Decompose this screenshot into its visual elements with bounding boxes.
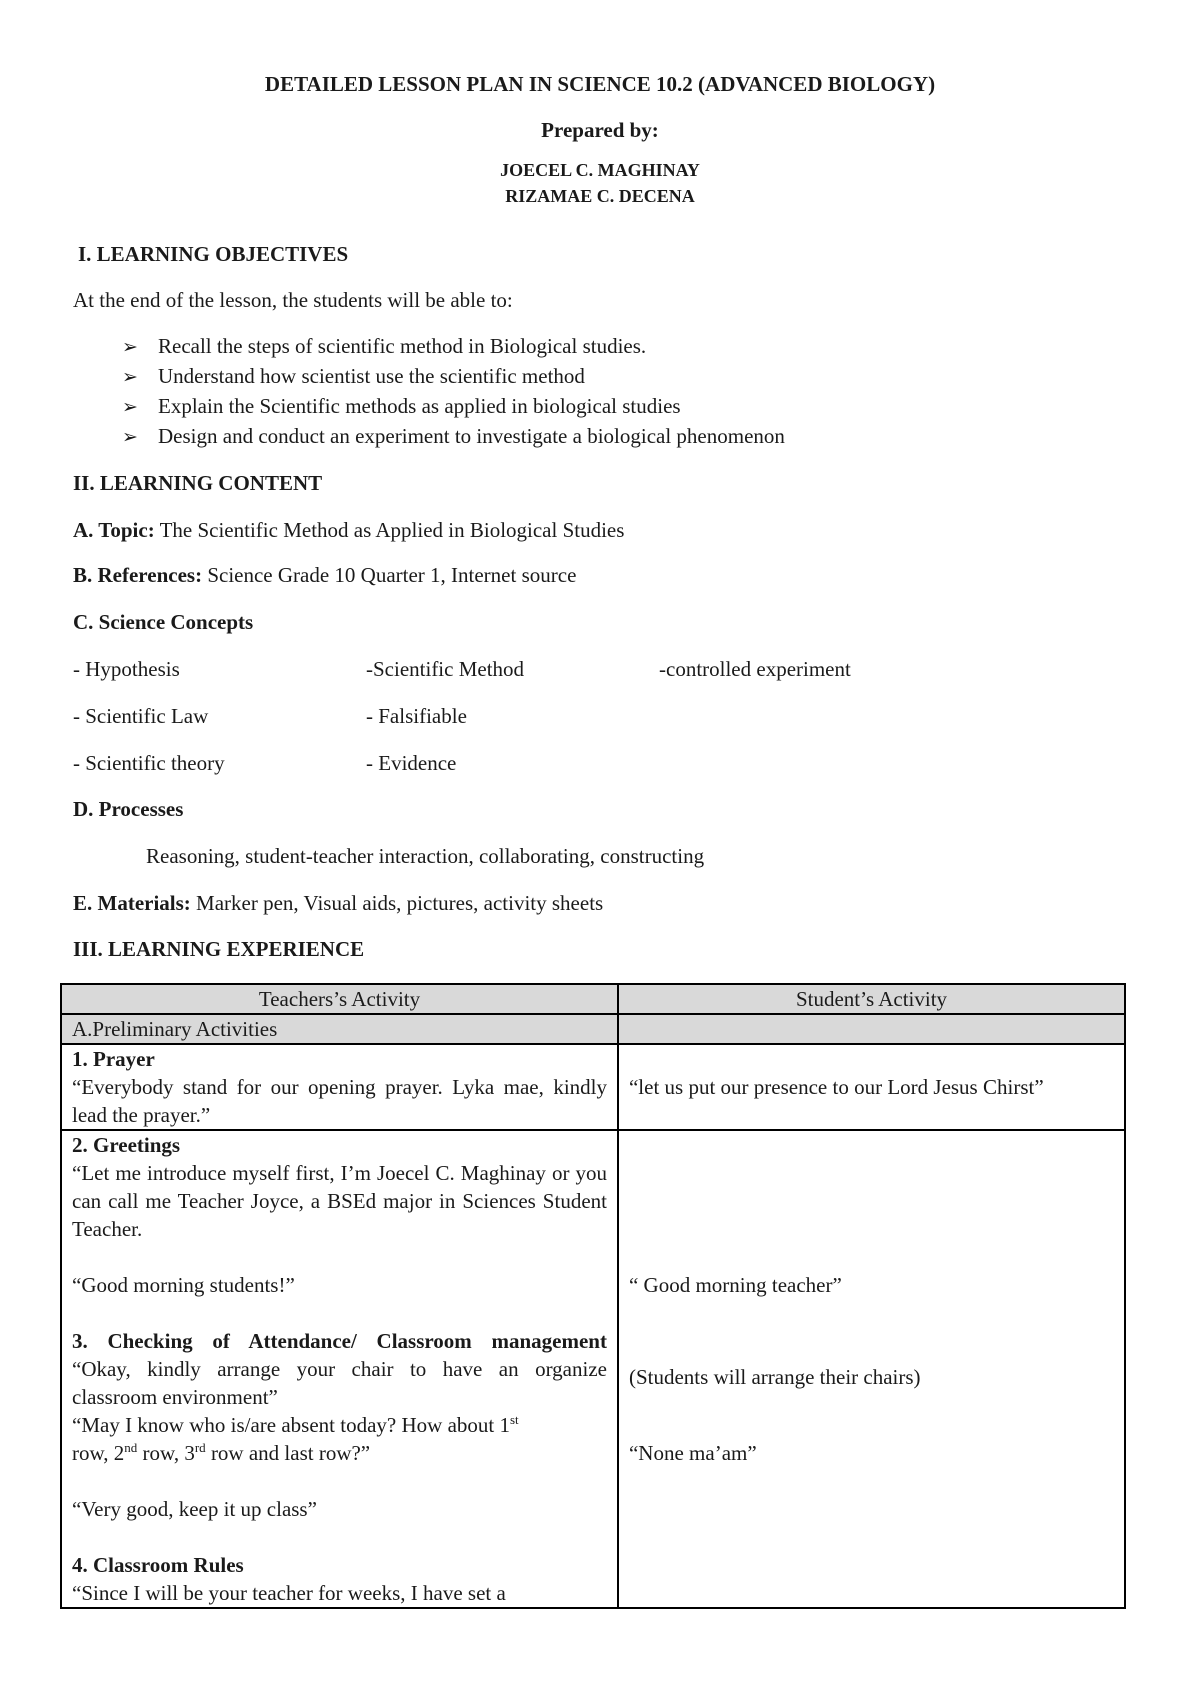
objective-text: Recall the steps of scientific method in Biological studies. <box>158 334 647 358</box>
greetings-title: 2. Greetings <box>72 1133 181 1157</box>
objective-item <box>122 334 646 359</box>
praise-teacher-text: “Very good, keep it up class” <box>72 1497 317 1521</box>
topic-line <box>73 518 624 543</box>
rules-teacher-text: “Since I will be your teacher for weeks, I have set a <box>72 1581 506 1605</box>
document-title: DETAILED LESSON PLAN IN SCIENCE 10.2 (ADVANCED BIOLOGY) <box>264 72 936 96</box>
author-name-2: RIZAMAE C. DECENA <box>505 186 695 206</box>
greetings-teacher-cell <box>61 1130 618 1608</box>
prayer-student-cell <box>618 1044 1125 1130</box>
concept-item: - Scientific Law <box>73 704 209 728</box>
concepts-label: C. Science Concepts <box>73 610 254 634</box>
absent-student-text: “None ma’am” <box>628 1441 757 1465</box>
prepared-by-label: Prepared by: <box>541 118 659 142</box>
arrow-bullet-icon: ➢ <box>122 367 138 388</box>
col-header-student: Student’s Activity <box>618 984 1125 1014</box>
arrow-bullet-icon: ➢ <box>122 337 138 358</box>
prayer-student-text: “let us put our presence to our Lord Jesus Chirst” <box>628 1075 1044 1099</box>
references-value: Science Grade 10 Quarter 1, Internet source <box>207 563 577 587</box>
absent-question-text: “May I know who is/are absent today? How about 1st row, 2nd row, 3rd row and last row?” <box>72 1412 519 1465</box>
objective-text: Understand how scientist use the scientific method <box>158 364 585 388</box>
attendance-title: 3. Checking of Attendance/ Classroom management <box>72 1329 607 1353</box>
greetings-student-cell <box>618 1130 1125 1608</box>
objective-item <box>122 424 785 449</box>
concept-item: -controlled experiment <box>659 657 851 681</box>
topic-label: A. Topic: <box>73 518 155 542</box>
table-row <box>61 1044 1125 1130</box>
table-row <box>61 1130 1125 1608</box>
concept-item: -Scientific Method <box>366 657 525 681</box>
materials-value: Marker pen, Visual aids, pictures, activity sheets <box>196 891 604 915</box>
concept-item: - Falsifiable <box>366 704 467 728</box>
processes-label: D. Processes <box>73 797 184 821</box>
objectives-heading: I. LEARNING OBJECTIVES <box>78 242 349 266</box>
section-empty-cell <box>618 1014 1125 1044</box>
objective-text: Explain the Scientific methods as applied in biological studies <box>158 394 681 418</box>
attendance-student-text: (Students will arrange their chairs) <box>628 1365 921 1389</box>
concept-item: - Scientific theory <box>73 751 225 775</box>
concept-item: - Hypothesis <box>73 657 180 681</box>
col-header-teacher: Teachers’s Activity <box>61 984 618 1014</box>
concept-item: - Evidence <box>366 751 457 775</box>
section-preliminary: A.Preliminary Activities <box>61 1014 618 1044</box>
arrow-bullet-icon: ➢ <box>122 427 138 448</box>
rules-title: 4. Classroom Rules <box>72 1553 244 1577</box>
greetings-teacher-text: “Good morning students!” <box>72 1273 295 1297</box>
arrow-bullet-icon: ➢ <box>122 397 138 418</box>
processes-value: Reasoning, student-teacher interaction, collaborating, constructing <box>146 844 705 868</box>
objectives-intro: At the end of the lesson, the students will be able to: <box>73 288 513 312</box>
author-name-1: JOECEL C. MAGHINAY <box>500 160 700 180</box>
learning-experience-table <box>60 983 1126 1609</box>
content-heading: II. LEARNING CONTENT <box>73 471 323 495</box>
references-line <box>73 563 576 588</box>
experience-heading: III. LEARNING EXPERIENCE <box>73 937 365 961</box>
objective-text: Design and conduct an experiment to investigate a biological phenomenon <box>158 424 785 448</box>
topic-value: The Scientific Method as Applied in Biological Studies <box>159 518 625 542</box>
objective-item <box>122 394 681 419</box>
prayer-teacher-text: “Everybody stand for our opening prayer. Lyka mae, kindly lead the prayer.” <box>72 1075 607 1127</box>
objective-item <box>122 364 585 389</box>
table-section-row <box>61 1014 1125 1044</box>
materials-label: E. Materials: <box>73 891 191 915</box>
table-header-row <box>61 984 1125 1014</box>
materials-line <box>73 891 603 916</box>
greetings-intro-text: “Let me introduce myself first, I’m Joecel C. Maghinay or you can call me Teacher Joyce, a BSEd major in Sciences Student Teacher. <box>72 1161 607 1241</box>
references-label: B. References: <box>73 563 203 587</box>
prayer-title: 1. Prayer <box>72 1047 155 1071</box>
greetings-student-text: “ Good morning teacher” <box>628 1273 842 1297</box>
attendance-teacher-text: “Okay, kindly arrange your chair to have an organize classroom environment” <box>72 1357 607 1409</box>
prayer-teacher-cell <box>61 1044 618 1130</box>
